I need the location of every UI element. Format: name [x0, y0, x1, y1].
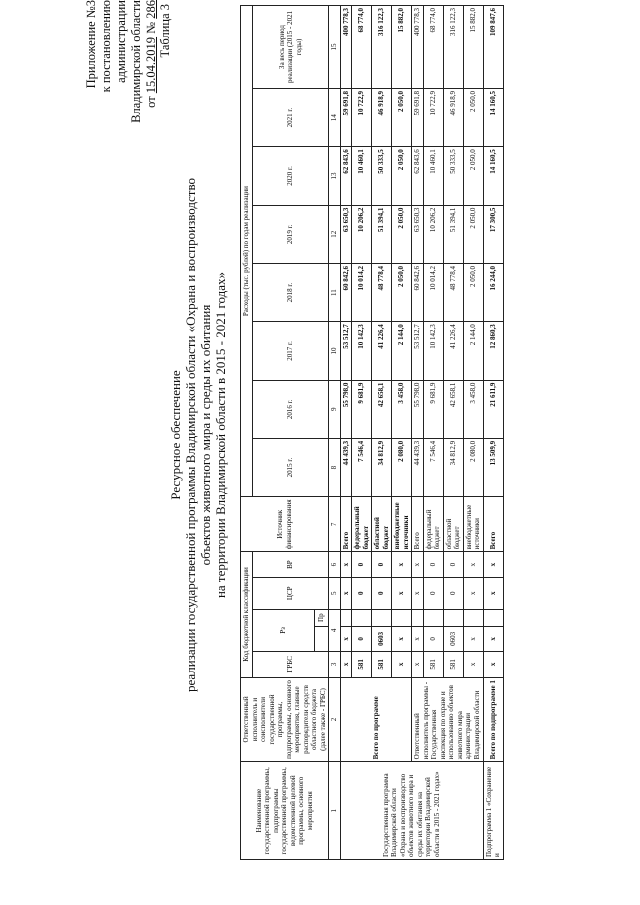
- cell-value: 3 458,0: [463, 380, 483, 438]
- col-index-1: 1: [329, 762, 341, 860]
- appendix-line3: администрации: [114, 0, 128, 83]
- cell-value: 9 681,9: [352, 380, 372, 438]
- cell-vr: 0: [443, 552, 463, 577]
- cell-pr: [443, 609, 463, 626]
- cell-vr: 0: [423, 552, 443, 577]
- cell-value: 10 722,9: [423, 88, 443, 146]
- cell-value: 15 882,0: [463, 6, 483, 89]
- title-line3: на территории Владимирской области в 2015 - 2021 годах»: [213, 271, 228, 599]
- cell-rz: х: [340, 626, 352, 651]
- cell-value: 2 050,0: [392, 263, 412, 321]
- col-index-9: 9: [329, 380, 341, 438]
- appendix-line1: Приложение №3: [84, 0, 98, 89]
- header-rz-sub: [314, 626, 328, 651]
- cell-value: 50 333,5: [372, 147, 392, 205]
- appendix-line2: к постановлению: [99, 0, 113, 93]
- cell-value: 44 439,3: [340, 438, 352, 496]
- header-name: Наименование государственной программы, подпрограммы государственной программы, ведомственной целевой программы, основного мероприятия: [241, 762, 329, 860]
- cell-source: Всего: [340, 497, 352, 552]
- cell-vr: х: [463, 552, 483, 577]
- cell-value: 48 778,4: [372, 263, 392, 321]
- cell-value: 2 080,0: [463, 438, 483, 496]
- col-index-15: 15: [329, 6, 341, 89]
- col-index-7: 7: [329, 497, 341, 552]
- cell-grbs: х: [463, 652, 483, 677]
- cell-value: 2 050,0: [392, 205, 412, 263]
- cell-value: 48 778,4: [443, 263, 463, 321]
- cell-value: 3 458,0: [392, 380, 412, 438]
- cell-grbs: 581: [443, 652, 463, 677]
- header-year-2018: 2018 г.: [252, 263, 329, 321]
- appendix-number: 286: [144, 0, 158, 19]
- cell-grbs: 581: [372, 652, 392, 677]
- cell-pr: [483, 609, 503, 626]
- cell-value: 2 050,0: [392, 88, 412, 146]
- table-body: [340, 6, 503, 860]
- cell-value: 62 843,6: [412, 147, 424, 205]
- cell-value: 68 774,0: [423, 6, 443, 89]
- cell-value: 2 050,0: [463, 147, 483, 205]
- resource-table: [240, 5, 504, 860]
- cell-value: 44 439,3: [412, 438, 424, 496]
- cell-source: Всего: [483, 497, 503, 552]
- cell-csr: х: [340, 577, 352, 609]
- cell-grbs: х: [392, 652, 412, 677]
- appendix-date: 15.04.2019: [144, 36, 158, 94]
- cell-rz: 0603: [372, 626, 392, 651]
- cell-vr: 0: [372, 552, 392, 577]
- cell-value: 60 842,6: [412, 263, 424, 321]
- cell-value: 2 050,0: [392, 147, 412, 205]
- cell-value: 2 144,0: [463, 322, 483, 380]
- cell-value: 10 722,9: [352, 88, 372, 146]
- appendix-date-line: [144, 0, 159, 130]
- cell-value: 55 798,0: [340, 380, 352, 438]
- header-total: За весь период реализации (2015 - 2021 годы): [252, 6, 329, 89]
- cell-executor-total: Всего по программе: [340, 677, 412, 762]
- header-csr: ЦСР: [252, 577, 329, 609]
- cell-value: 15 882,0: [392, 6, 412, 89]
- title-line1: Ресурсное обеспечение: [168, 370, 183, 500]
- cell-value: 9 681,9: [423, 380, 443, 438]
- cell-csr: х: [392, 577, 412, 609]
- cell-value: 10 206,2: [423, 205, 443, 263]
- cell-value: 46 918,9: [443, 88, 463, 146]
- cell-value: 21 611,9: [483, 380, 503, 438]
- appendix-from: от: [144, 96, 158, 108]
- col-index-2: 2: [329, 677, 341, 762]
- col-index-6: 6: [329, 552, 341, 577]
- document-title: [168, 155, 228, 715]
- cell-value: 2 050,0: [463, 88, 483, 146]
- cell-rz: 0: [423, 626, 443, 651]
- header-year-2015: 2015 г.: [252, 438, 329, 496]
- title-line2: реализации государственной программы Владимирской области «Охрана и воспроизводство объектов животного мира и среды их обитания: [183, 177, 213, 693]
- cell-rz: х: [463, 626, 483, 651]
- cell-value: 42 658,1: [372, 380, 392, 438]
- document-page: [40, 0, 640, 865]
- cell-value: 68 774,0: [352, 6, 372, 89]
- cell-value: 50 333,5: [443, 147, 463, 205]
- table-row: [340, 6, 352, 860]
- cell-value: 10 142,3: [352, 322, 372, 380]
- cell-value: 34 812,9: [443, 438, 463, 496]
- header-source: Источник финансирования: [241, 497, 329, 552]
- cell-pr: [372, 609, 392, 626]
- cell-value: 60 842,6: [340, 263, 352, 321]
- cell-csr: 0: [443, 577, 463, 609]
- cell-source: федеральный бюджет: [352, 497, 372, 552]
- cell-source: федеральный бюджет: [423, 497, 443, 552]
- cell-value: 10 142,3: [423, 322, 443, 380]
- cell-value: 41 226,4: [443, 322, 463, 380]
- cell-pr: [340, 609, 352, 626]
- cell-rz: х: [392, 626, 412, 651]
- cell-value: 53 512,7: [340, 322, 352, 380]
- cell-value: 2 080,0: [392, 438, 412, 496]
- header-budget-code: Код бюджетной классификации: [241, 552, 253, 677]
- appendix-line4: Владимирской области: [129, 0, 143, 123]
- cell-value: 400 778,3: [412, 6, 424, 89]
- cell-value: 46 918,9: [372, 88, 392, 146]
- col-index-12: 12: [329, 205, 341, 263]
- col-index-5: 5: [329, 577, 341, 609]
- header-rz: Рз: [252, 609, 314, 651]
- resource-table-wrapper: [240, 5, 504, 860]
- cell-grbs: 581: [352, 652, 372, 677]
- col-index-11: 11: [329, 263, 341, 321]
- cell-source: областной бюджет: [443, 497, 463, 552]
- col-index-8: 8: [329, 438, 341, 496]
- cell-value: 13 509,9: [483, 438, 503, 496]
- cell-value: 51 394,1: [443, 205, 463, 263]
- cell-value: 10 014,2: [352, 263, 372, 321]
- cell-csr: х: [463, 577, 483, 609]
- cell-vr: х: [392, 552, 412, 577]
- cell-csr: 0: [372, 577, 392, 609]
- header-year-2017: 2017 г.: [252, 322, 329, 380]
- cell-source: внебюджетные источники: [392, 497, 412, 552]
- cell-pr: [352, 609, 372, 626]
- cell-pr: [392, 609, 412, 626]
- cell-rz: х: [483, 626, 503, 651]
- header-year-2020: 2020 г.: [252, 147, 329, 205]
- col-index-4: 4: [329, 609, 341, 651]
- cell-pr: [423, 609, 443, 626]
- header-pr: Пр: [314, 609, 328, 626]
- cell-value: 17 300,5: [483, 205, 503, 263]
- cell-value: 14 160,5: [483, 147, 503, 205]
- header-year-2016: 2016 г.: [252, 380, 329, 438]
- cell-value: 2 144,0: [392, 322, 412, 380]
- cell-rz: х: [412, 626, 424, 651]
- header-vr: ВР: [252, 552, 329, 577]
- cell-value: 55 798,0: [412, 380, 424, 438]
- table-label: Таблица 3: [158, 4, 172, 58]
- cell-executor-responsible: Ответственный исполнитель программы - Государственная инспекция по охране и использованию объектов животного мира администрации Владимирской области: [412, 677, 484, 762]
- cell-value: 2 050,0: [463, 205, 483, 263]
- header-expenses: Расходы (тыс. рублей) по годам реализации: [241, 6, 253, 497]
- column-index-row: [329, 6, 341, 860]
- cell-value: 34 812,9: [372, 438, 392, 496]
- cell-vr: х: [340, 552, 352, 577]
- cell-value: 10 014,2: [423, 263, 443, 321]
- cell-value: 14 160,5: [483, 88, 503, 146]
- cell-source: Всего: [412, 497, 424, 552]
- cell-value: 59 691,8: [340, 88, 352, 146]
- cell-value: 63 650,3: [412, 205, 424, 263]
- cell-value: 109 847,6: [483, 6, 503, 89]
- cell-value: 53 512,7: [412, 322, 424, 380]
- rotated-page: [40, 0, 640, 865]
- header-row-1: [241, 6, 253, 860]
- col-index-13: 13: [329, 147, 341, 205]
- cell-value: 10 460,1: [423, 147, 443, 205]
- cell-value: 10 206,2: [352, 205, 372, 263]
- cell-value: 12 860,3: [483, 322, 503, 380]
- cell-pr: [463, 609, 483, 626]
- header-executor: Ответственный исполнитель и соисполнители государственной программы, подпрограммы, основного мероприятия, главные распорядители средств областного бюджета (далее также - ГРБС): [241, 677, 329, 762]
- cell-value: 63 650,3: [340, 205, 352, 263]
- cell-value: 42 658,1: [443, 380, 463, 438]
- cell-pr: [412, 609, 424, 626]
- cell-grbs: х: [412, 652, 424, 677]
- appendix-block: [84, 0, 159, 130]
- cell-rz: 0603: [443, 626, 463, 651]
- cell-value: 2 050,0: [463, 263, 483, 321]
- cell-value: 316 122,3: [372, 6, 392, 89]
- cell-program-name: Государственная программа Владимирской области «Охрана и воспроизводство объектов животного мира и среды их обитания на территории Владимирской области в 2015 - 2021 годах»: [340, 762, 483, 860]
- cell-csr: 0: [352, 577, 372, 609]
- cell-csr: х: [483, 577, 503, 609]
- cell-vr: х: [412, 552, 424, 577]
- cell-value: 59 691,8: [412, 88, 424, 146]
- cell-value: 16 244,0: [483, 263, 503, 321]
- cell-source: внебюджетные источники: [463, 497, 483, 552]
- cell-value: 41 226,4: [372, 322, 392, 380]
- header-year-2021: 2021 г.: [252, 88, 329, 146]
- cell-source: областной бюджет: [372, 497, 392, 552]
- cell-value: 51 394,1: [372, 205, 392, 263]
- cell-vr: 0: [352, 552, 372, 577]
- cell-value: 62 843,6: [340, 147, 352, 205]
- header-year-2019: 2019 г.: [252, 205, 329, 263]
- table-row: [412, 6, 424, 860]
- table-row-subprogram: [483, 6, 503, 860]
- cell-value: 7 546,4: [352, 438, 372, 496]
- cell-vr: х: [483, 552, 503, 577]
- appendix-num-sign: №: [144, 21, 158, 34]
- col-index-14: 14: [329, 88, 341, 146]
- cell-value: 400 778,3: [340, 6, 352, 89]
- cell-csr: х: [412, 577, 424, 609]
- cell-value: 316 122,3: [443, 6, 463, 89]
- cell-grbs: 581: [423, 652, 443, 677]
- cell-value: 7 546,4: [423, 438, 443, 496]
- cell-grbs: х: [483, 652, 503, 677]
- header-grbs: ГРБС: [252, 652, 329, 677]
- cell-subprogram-name: Подпрограмма 1 «Сохранение и: [483, 762, 503, 860]
- cell-csr: 0: [423, 577, 443, 609]
- col-index-10: 10: [329, 322, 341, 380]
- cell-grbs: х: [340, 652, 352, 677]
- cell-rz: 0: [352, 626, 372, 651]
- cell-value: 10 460,1: [352, 147, 372, 205]
- col-index-3: 3: [329, 652, 341, 677]
- cell-subprogram-executor: Всего по подпрограмме 1: [483, 677, 503, 762]
